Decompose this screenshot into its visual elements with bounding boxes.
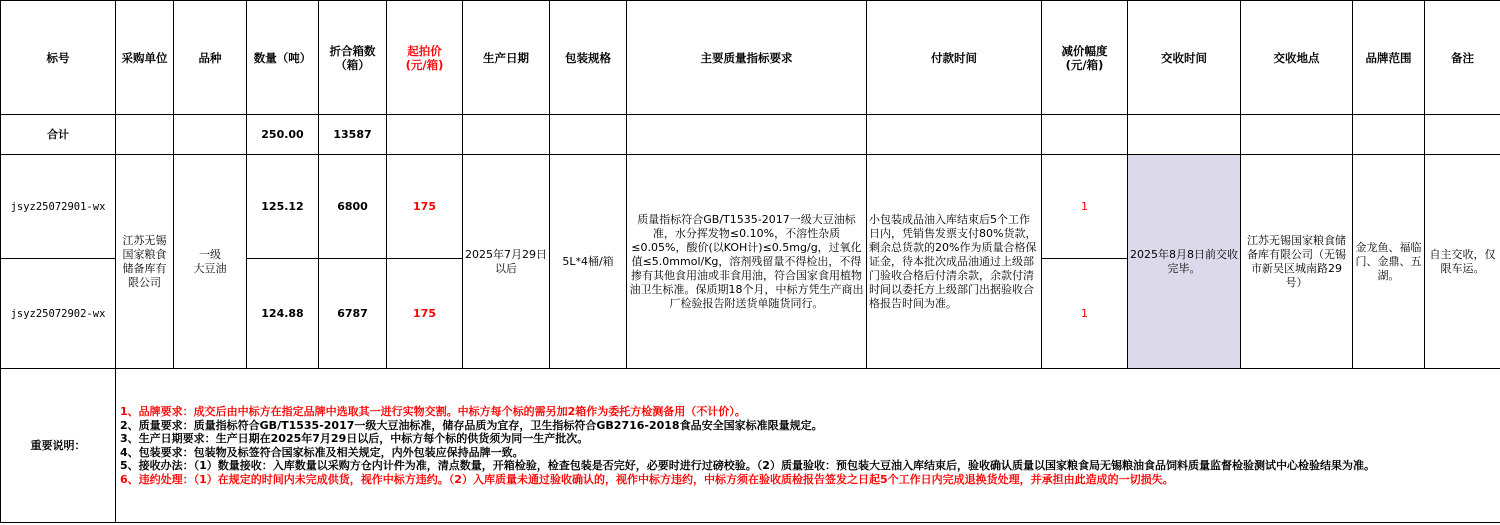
total-row: [1, 115, 1500, 155]
total-buyer-empty: [116, 115, 174, 155]
header-variety: 品种: [174, 1, 247, 115]
header-pack-spec: 包装规格: [550, 1, 627, 115]
lot-decrement: 1: [1042, 259, 1128, 369]
header-qty: 数量（吨）: [247, 1, 319, 115]
header-start-price: [387, 1, 463, 115]
variety-line2: 大豆油: [193, 261, 227, 275]
lot-start-price: 175: [387, 155, 463, 259]
total-empty-delivery-place: [1241, 115, 1353, 155]
notes-row: [1, 369, 1500, 523]
header-buyer: 采购单位: [116, 1, 174, 115]
total-empty-pack: [550, 115, 627, 155]
delivery-place-cell: 江苏无锡国家粮食储备库有限公司（无锡市新吴区城南路29号）: [1241, 155, 1353, 369]
lot-boxes: 6800: [319, 155, 387, 259]
note-breach: 6、违约处理：（1）在规定的时间内未完成供货，视作中标方违约。（2）入库质量未通过验收确认的，视作中标方违约，中标方须在验收质检报告签发之日起5个工作日内完成退换货处理，并承担由此造成的一切损失。: [120, 472, 1174, 486]
remarks-cell: 自主交收，仅限车运。: [1425, 155, 1500, 369]
notes-body: [116, 369, 1500, 523]
lot-id: jsyz25072901-wx: [1, 155, 116, 259]
total-variety-empty: [174, 115, 247, 155]
header-boxes-line1: 折合箱数: [329, 43, 376, 58]
total-empty-date: [463, 115, 550, 155]
header-start-price-line1: 起拍价: [407, 43, 442, 58]
total-empty-delivery-time: [1128, 115, 1241, 155]
note-brand: 1、品牌要求：成交后由中标方在指定品牌中选取其一进行实物交割。中标方每个标的需另加2箱作为委托方检测备用（不计价）。: [120, 405, 746, 418]
total-empty-brands: [1353, 115, 1425, 155]
note-acceptance: 5、接收办法：（1）数量接收：入库数量以采购方仓内计件为准，清点数量，开箱检验，检查包装是否完好，必要时进行过磅校验。（2）质量验收：预包装大豆油入库结束后，验收确认质量以国家粮食局无锡粮油食品饲料质量监督检验测试中心检验结果为准。: [120, 459, 1375, 472]
total-qty: 250.00: [247, 115, 319, 155]
prod-date-cell: 2025年7月29日以后: [463, 155, 550, 369]
lot-boxes: 6787: [319, 259, 387, 369]
header-decrement-line1: 减价幅度: [1061, 43, 1108, 58]
total-empty-remarks: [1425, 115, 1500, 155]
total-label: 合计: [1, 115, 116, 155]
payment-cell: 小包装成品油入库结束后5个工作日内，凭销售发票支付80%货款，剩余总货款的20%作为质量合格保证金，待本批次成品油通过上级部门验收合格后付清余款，余款付清时间以委托方上级部门出据验收合格报告时间为准。: [867, 155, 1042, 369]
header-boxes-line2: （箱）: [335, 57, 370, 72]
header-remarks: 备注: [1425, 1, 1500, 115]
note-prod-date: 3、生产日期要求：生产日期在2025年7月29日以后，中标方每个标的供货须为同一生产批次。: [120, 432, 589, 445]
variety-cell: [174, 155, 247, 369]
header-payment: 付款时间: [867, 1, 1042, 115]
header-quality: 主要质量指标要求: [627, 1, 867, 115]
lot-qty: 124.88: [247, 259, 319, 369]
header-delivery-place: 交收地点: [1241, 1, 1353, 115]
note-packaging: 4、包装要求：包装物及标签符合国家标准及相关规定，内外包装应保持品牌一致。: [120, 445, 524, 459]
notes-label: 重要说明：: [1, 369, 116, 523]
header-row: [1, 1, 1500, 115]
total-empty-price: [387, 115, 463, 155]
header-decrement-line2: (元/箱): [1065, 57, 1104, 72]
total-empty-payment: [867, 115, 1042, 155]
total-empty-decrement: [1042, 115, 1128, 155]
variety-line1: 一级: [199, 247, 221, 261]
note-quality: 2、质量要求：质量指标符合GB/T1535-2017一级大豆油标准，储存品质为宜存，卫生指标符合GB2716-2018食品安全国家标准限量规定。: [120, 418, 823, 432]
table-row: [1, 155, 1500, 259]
lot-start-price: 175: [387, 259, 463, 369]
total-empty-quality: [627, 115, 867, 155]
brands-cell: 金龙鱼、福临门、金鼎、五湖。: [1353, 155, 1425, 369]
buyer-cell: 江苏无锡国家粮食储备库有限公司: [116, 155, 174, 369]
quality-cell: 质量指标符合GB/T1535-2017一级大豆油标准，水分挥发物≤0.10%，不溶性杂质≤0.05%，酸价(以KOH计)≤0.5mg/g，过氧化值≤5.0mmol/Kg，溶剂残留量不得检出，不得掺有其他食用油或非食用油，符合国家食用植物油卫生标准。保质期18个月，中标方凭生产商出厂检验报告附送货单随货同行。: [627, 155, 867, 369]
pack-spec-cell: 5L*4桶/箱: [550, 155, 627, 369]
header-lot-no: 标号: [1, 1, 116, 115]
header-delivery-time: 交收时间: [1128, 1, 1241, 115]
lot-id: jsyz25072902-wx: [1, 259, 116, 369]
header-start-price-line2: (元/箱): [405, 57, 444, 72]
total-boxes: 13587: [319, 115, 387, 155]
lot-qty: 125.12: [247, 155, 319, 259]
header-brands: 品牌范围: [1353, 1, 1425, 115]
header-decrement: [1042, 1, 1128, 115]
header-prod-date: 生产日期: [463, 1, 550, 115]
lot-decrement: 1: [1042, 155, 1128, 259]
header-boxes: [319, 1, 387, 115]
delivery-time-cell: 2025年8月8日前交收完毕。: [1128, 155, 1241, 369]
